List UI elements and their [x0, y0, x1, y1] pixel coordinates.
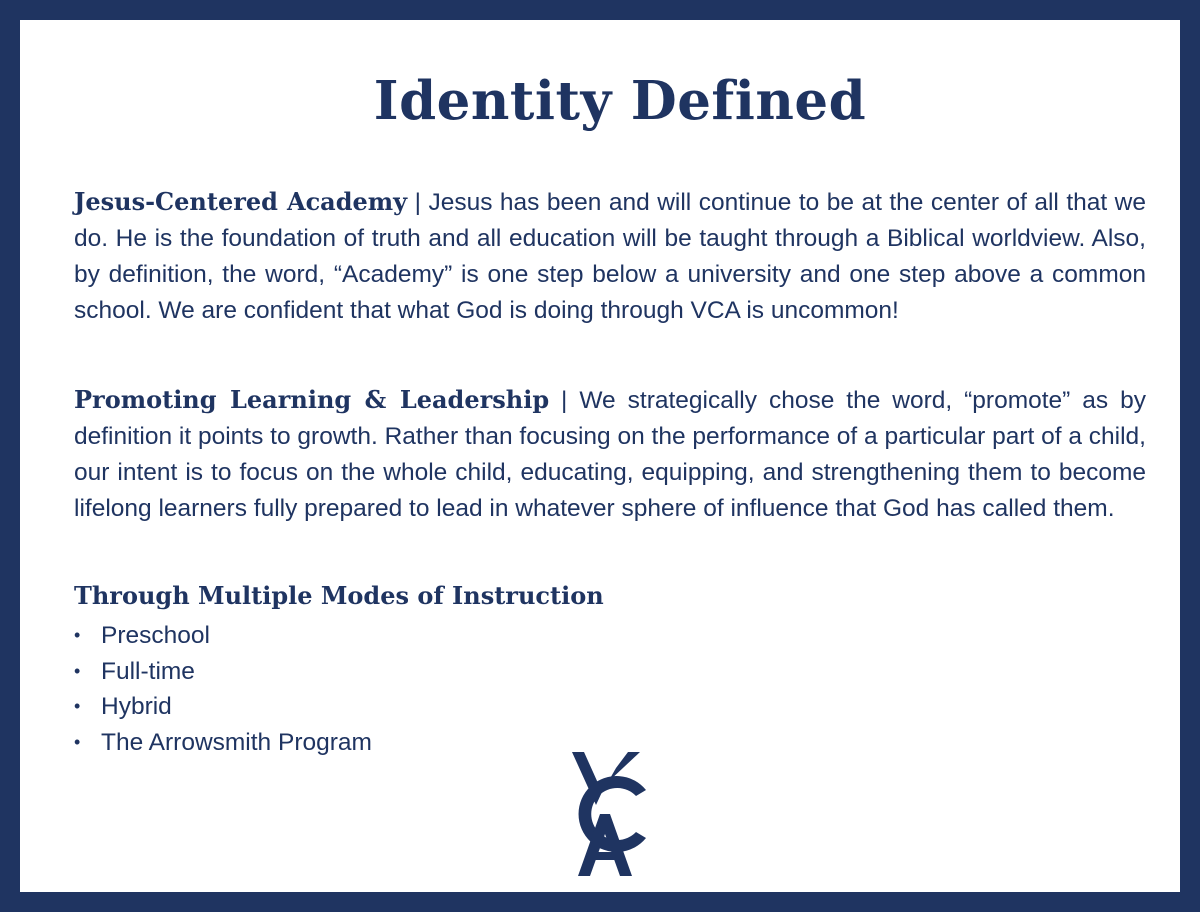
- bullet-icon: •: [74, 696, 81, 716]
- section-heading: Jesus-Centered Academy: [74, 187, 408, 216]
- modes-heading: Through Multiple Modes of Instruction: [74, 581, 604, 610]
- section-heading: Promoting Learning & Leadership: [74, 385, 550, 414]
- list-item: [74, 689, 372, 725]
- list-item-label: Preschool: [101, 622, 210, 649]
- page-title: Identity Defined: [373, 70, 867, 132]
- section-text: Jesus has been and will continue to be at the center of all that we do. He is the foundation of truth and all education will be taught through a Biblical worldview. Also, by definition, the word, “Academy” is one step below a university and one step above a common school. We are confident that what God is doing through VCA is uncommon!: [74, 189, 1146, 324]
- list-item: [74, 618, 372, 654]
- logo-a-bar: [594, 852, 616, 860]
- section-jesus-centered: [74, 184, 1146, 329]
- section-separator: |: [407, 189, 429, 216]
- list-item: [74, 725, 372, 761]
- list-item-label: Hybrid: [101, 693, 172, 720]
- vca-logo: [550, 748, 650, 880]
- modes-list: [74, 618, 372, 760]
- section-promoting-learning: [74, 382, 1146, 527]
- bullet-icon: •: [74, 625, 81, 645]
- section-separator: |: [549, 387, 580, 414]
- section-text: We strategically chose the word, “promote” as by definition it points to growth. Rather than focusing on the performance of a particular part of a child, our intent is to focus on the whole child, educating, equipping, and strengthening them to become lifelong learners fully prepared to lead in whatever sphere of influence that God has called them.: [74, 387, 1146, 522]
- list-item-label: Full-time: [101, 657, 195, 685]
- list-item: [74, 654, 372, 690]
- bullet-icon: •: [74, 660, 81, 681]
- bullet-icon: •: [74, 731, 81, 752]
- list-item-label: The Arrowsmith Program: [101, 728, 372, 756]
